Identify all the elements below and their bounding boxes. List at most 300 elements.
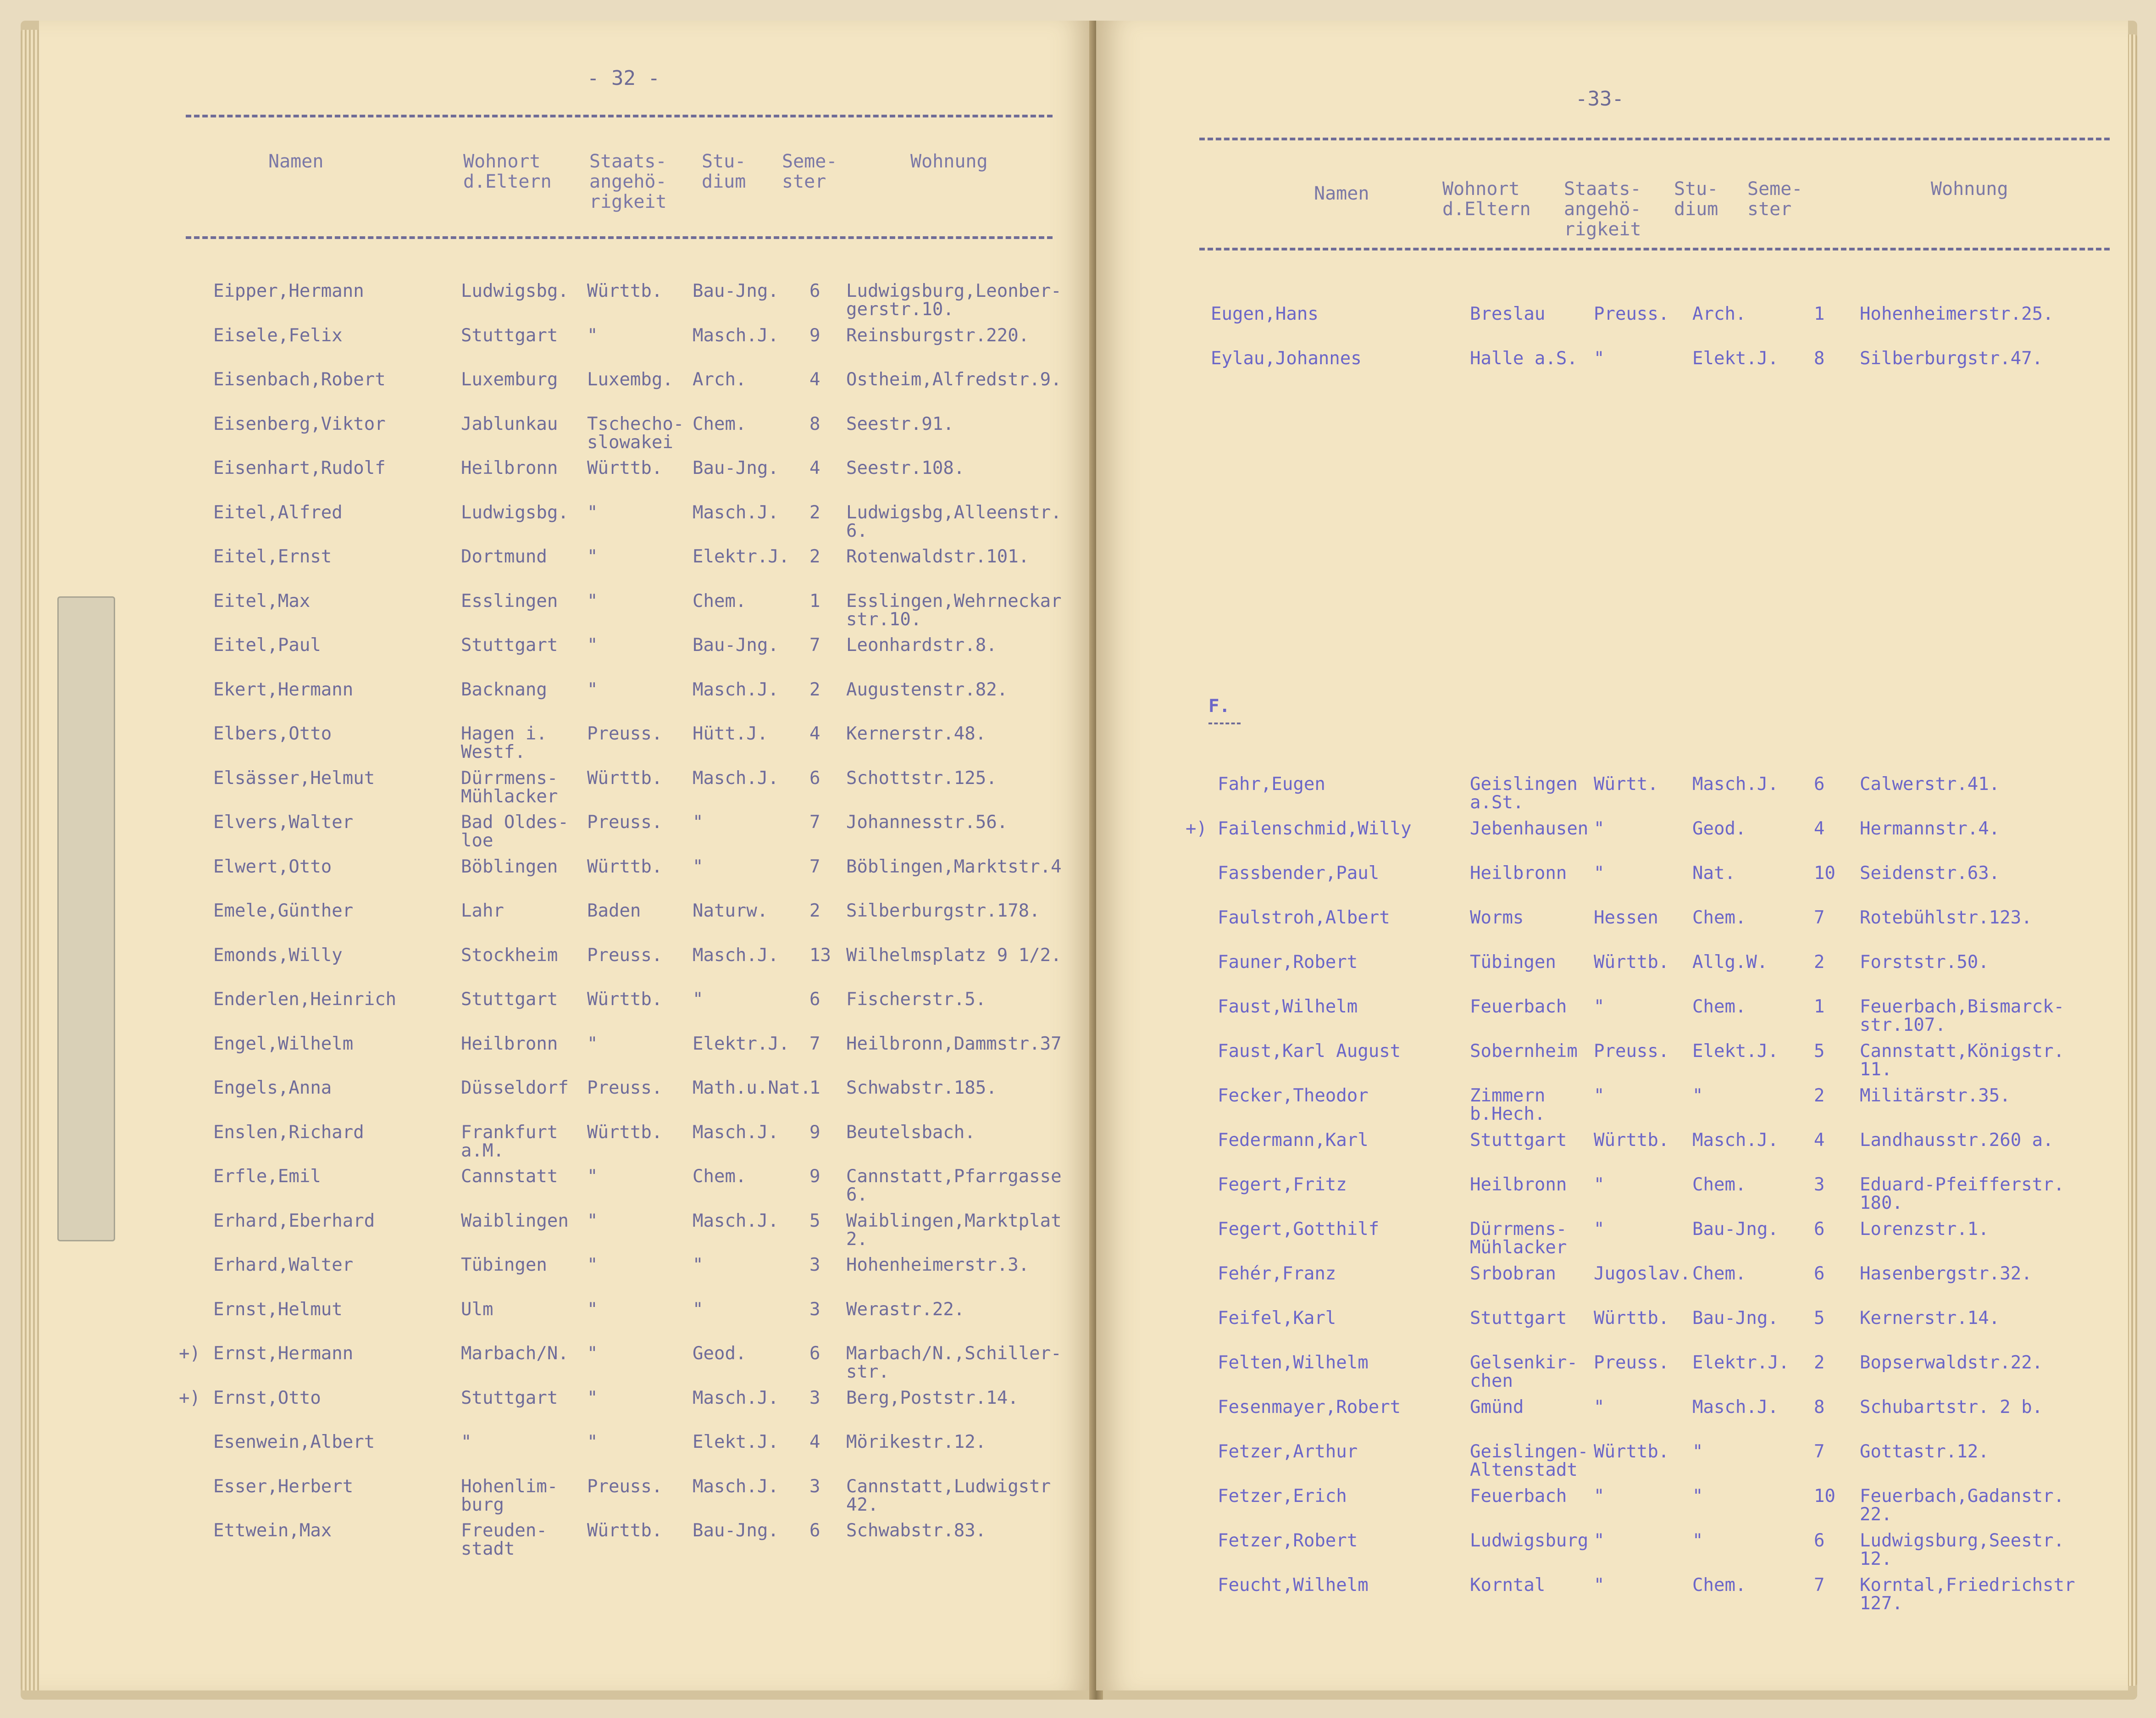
nationality: Tschecho- slowakei	[587, 413, 684, 453]
field-of-study: Nat.	[1692, 863, 1735, 884]
residence-address: Rotebühlstr.123.	[1860, 907, 2032, 928]
parents-home: Stuttgart	[461, 325, 558, 346]
page-number-left: - 32 -	[587, 67, 660, 90]
nationality: Hessen	[1594, 907, 1658, 928]
parents-home: Heilbronn	[1470, 863, 1567, 884]
nationality: Jugoslav.	[1594, 1263, 1691, 1284]
nationality: "	[587, 502, 598, 523]
residence-address: Ostheim,Alfredstr.9.	[846, 369, 1062, 390]
nationality: Württb.	[587, 767, 663, 789]
residence-address: Berg,Poststr.14.	[846, 1387, 1019, 1408]
field-of-study: Naturw.	[693, 901, 768, 921]
parents-home: Marbach/N.	[461, 1343, 569, 1364]
nationality: "	[587, 590, 598, 612]
residence-address: Militärstr.35.	[1860, 1085, 2011, 1106]
field-of-study: Masch.J.	[1692, 1130, 1779, 1151]
residence-address: Silberburgstr.178.	[846, 901, 1040, 921]
student-name: Ernst,Helmut	[213, 1299, 343, 1320]
field-of-study: Elekt.J.	[693, 1432, 779, 1452]
student-name: Eisele,Felix	[213, 325, 343, 346]
student-name: Engels,Anna	[213, 1078, 332, 1098]
residence-address: Leonhardstr.8.	[846, 635, 997, 656]
parents-home: Feuerbach	[1470, 996, 1567, 1017]
student-name: Esser,Herbert	[213, 1476, 354, 1497]
parents-home: Korntal	[1470, 1575, 1546, 1596]
residence-address: Ludwigsburg,Seestr. 12.	[1860, 1530, 2065, 1569]
semester-count: 6	[1814, 1263, 1825, 1284]
semester-count: 3	[809, 1387, 820, 1408]
residence-address: Augustenstr.82.	[846, 679, 1008, 700]
residence-address: Seestr.91.	[846, 413, 954, 434]
parents-home: Dortmund	[461, 546, 547, 567]
field-of-study: Masch.J.	[1692, 1397, 1779, 1418]
col-header-name: Namen	[268, 151, 324, 172]
nationality: Baden	[587, 901, 641, 921]
semester-count: 2	[1814, 1085, 1825, 1106]
nationality: "	[1594, 348, 1605, 369]
semester-count: 1	[1814, 996, 1825, 1017]
student-name: Elvers,Walter	[213, 812, 354, 833]
nationality: Württb.	[587, 856, 663, 877]
semester-count: 4	[809, 723, 820, 744]
student-name: Ekert,Hermann	[213, 679, 354, 700]
parents-home: Jablunkau	[461, 413, 558, 434]
semester-count: 6	[1814, 774, 1825, 795]
semester-count: 4	[809, 458, 820, 478]
parents-home: Worms	[1470, 907, 1524, 928]
semester-count: 7	[1814, 1575, 1825, 1596]
parents-home: Böblingen	[461, 856, 558, 877]
header-rule-bottom-right	[1199, 248, 2110, 250]
parents-home: Stuttgart	[461, 635, 558, 656]
student-name: Eitel,Max	[213, 590, 310, 612]
field-of-study: Arch.	[693, 369, 747, 390]
field-of-study: Elektr.J.	[1692, 1352, 1790, 1373]
field-of-study: Masch.J.	[1692, 774, 1779, 795]
col-header-study-right: Stu- dium	[1674, 178, 1718, 220]
residence-address: Waiblingen,Marktplat 2.	[846, 1210, 1062, 1250]
student-name: Enderlen,Heinrich	[213, 989, 397, 1010]
open-register-book	[21, 21, 2137, 1700]
parents-home: Bad Oldes- loe	[461, 812, 569, 851]
residence-address: Kernerstr.14.	[1860, 1308, 2000, 1329]
student-name: Ettwein,Max	[213, 1520, 332, 1541]
parents-home: Stuttgart	[461, 1387, 558, 1408]
parents-home: Waiblingen	[461, 1210, 569, 1231]
nationality: "	[1594, 1397, 1605, 1418]
semester-count: 2	[1814, 1352, 1825, 1373]
col-header-nationality-right: Staats- angehö- rigkeit	[1564, 178, 1641, 240]
semester-count: 5	[809, 1210, 820, 1231]
semester-count: 8	[1814, 348, 1825, 369]
field-of-study: Bau-Jng.	[693, 458, 779, 478]
field-of-study: "	[693, 812, 704, 833]
student-name: Erhard,Eberhard	[213, 1210, 375, 1231]
student-name: Failenschmid,Willy	[1218, 818, 1412, 839]
semester-count: 9	[809, 1122, 820, 1143]
nationality: Württb.	[1594, 1308, 1669, 1329]
nationality: "	[587, 1033, 598, 1054]
field-of-study: Masch.J.	[693, 1387, 779, 1408]
col-header-name-right: Namen	[1314, 183, 1369, 204]
parents-home: Tübingen	[461, 1255, 547, 1275]
student-name: Feifel,Karl	[1218, 1308, 1336, 1329]
nationality: "	[587, 1432, 598, 1452]
right-page	[1096, 21, 2128, 1690]
student-name: Eugen,Hans	[1211, 304, 1319, 324]
semester-count: 6	[809, 281, 820, 301]
semester-count: 3	[1814, 1174, 1825, 1195]
student-name: Fauner,Robert	[1218, 952, 1358, 973]
semester-count: 6	[809, 1343, 820, 1364]
semester-count: 3	[809, 1476, 820, 1497]
residence-address: Gottastr.12.	[1860, 1441, 1989, 1462]
residence-address: Mörikestr.12.	[846, 1432, 987, 1452]
residence-address: Ludwigsbg,Alleenstr. 6.	[846, 502, 1062, 541]
field-of-study: Chem.	[1692, 996, 1746, 1017]
semester-count: 6	[1814, 1530, 1825, 1551]
parents-home: Srbobran	[1470, 1263, 1556, 1284]
nationality: "	[587, 325, 598, 346]
parents-home: Sobernheim	[1470, 1041, 1578, 1062]
header-rule-top-right	[1199, 138, 2110, 140]
semester-count: 4	[1814, 818, 1825, 839]
semester-count: 2	[809, 901, 820, 921]
field-of-study: Masch.J.	[693, 945, 779, 966]
nationality: Württb.	[1594, 1441, 1669, 1462]
field-of-study: Masch.J.	[693, 325, 779, 346]
semester-count: 9	[809, 1166, 820, 1187]
parents-home: Ludwigsbg.	[461, 281, 569, 301]
nationality: Württb.	[587, 1520, 663, 1541]
parents-home: Zimmern b.Hech.	[1470, 1085, 1546, 1124]
nationality: Württ.	[1594, 774, 1658, 795]
nationality: Preuss.	[587, 945, 663, 966]
residence-address: Seidenstr.63.	[1860, 863, 2000, 884]
residence-address: Hohenheimerstr.3.	[846, 1255, 1030, 1275]
field-of-study: "	[693, 856, 704, 877]
parents-home: Hohenlim- burg	[461, 1476, 558, 1515]
parents-home: Gelsenkir- chen	[1470, 1352, 1578, 1391]
parents-home: Ludwigsbg.	[461, 502, 569, 523]
nationality: "	[1594, 1219, 1605, 1240]
parents-home: Jebenhausen	[1470, 818, 1589, 839]
nationality: Württb.	[587, 458, 663, 478]
student-name: Engel,Wilhelm	[213, 1033, 354, 1054]
semester-count: 8	[1814, 1397, 1825, 1418]
nationality: Preuss.	[587, 812, 663, 833]
parents-home: Halle a.S.	[1470, 348, 1578, 369]
nationality: Preuss.	[587, 1476, 663, 1497]
residence-address: Cannstatt,Ludwigstr 42.	[846, 1476, 1051, 1515]
parents-home: Heilbronn	[461, 458, 558, 478]
semester-count: 4	[809, 369, 820, 390]
student-name: Fassbender,Paul	[1218, 863, 1380, 884]
semester-count: 1	[1814, 304, 1825, 324]
semester-count: 2	[809, 502, 820, 523]
nationality: "	[1594, 1530, 1605, 1551]
semester-count: 4	[1814, 1130, 1825, 1151]
student-name: Eitel,Ernst	[213, 546, 332, 567]
field-of-study: Bau-Jng.	[693, 635, 779, 656]
field-of-study: Bau-Jng.	[693, 281, 779, 301]
semester-count: 8	[809, 413, 820, 434]
student-name: Elwert,Otto	[213, 856, 332, 877]
parents-home: Stuttgart	[461, 989, 558, 1010]
residence-address: Beutelsbach.	[846, 1122, 975, 1143]
parents-home: Stuttgart	[1470, 1308, 1567, 1329]
student-name: Esenwein,Albert	[213, 1432, 375, 1452]
student-name: Enslen,Richard	[213, 1122, 364, 1143]
field-of-study: Chem.	[1692, 1174, 1746, 1195]
student-name: Faulstroh,Albert	[1218, 907, 1390, 928]
semester-count: 2	[809, 546, 820, 567]
student-name: Elsässer,Helmut	[213, 767, 375, 789]
col-header-home: Wohnort d.Eltern	[463, 151, 552, 192]
index-tab	[57, 596, 115, 1241]
residence-address: Schwabstr.185.	[846, 1078, 997, 1098]
header-rule-bottom	[186, 236, 1053, 239]
field-of-study: Chem.	[1692, 907, 1746, 928]
header-rule-top	[186, 115, 1053, 117]
field-of-study: Elekt.J.	[1692, 348, 1779, 369]
parents-home: Gmünd	[1470, 1397, 1524, 1418]
section-underline	[1208, 723, 1241, 724]
semester-count: 1	[809, 1078, 820, 1098]
nationality: "	[587, 1343, 598, 1364]
parents-home: Luxemburg	[461, 369, 558, 390]
nationality: Preuss.	[1594, 304, 1669, 324]
nationality: "	[1594, 1575, 1605, 1596]
residence-address: Reinsburgstr.220.	[846, 325, 1030, 346]
student-name: Erhard,Walter	[213, 1255, 354, 1275]
residence-address: Schwabstr.83.	[846, 1520, 987, 1541]
residence-address: Esslingen,Wehrneckar str.10.	[846, 590, 1062, 630]
parents-home: Feuerbach	[1470, 1486, 1567, 1507]
parents-home: Ulm	[461, 1299, 493, 1320]
nationality: "	[587, 679, 598, 700]
student-name: Faust,Wilhelm	[1218, 996, 1358, 1017]
semester-count: 7	[809, 812, 820, 833]
residence-address: Lorenzstr.1.	[1860, 1219, 1989, 1240]
residence-address: Wilhelmsplatz 9 1/2.	[846, 945, 1062, 966]
residence-address: Hermannstr.4.	[1860, 818, 2000, 839]
semester-count: 9	[809, 325, 820, 346]
student-name: Fesenmayer,Robert	[1218, 1397, 1401, 1418]
student-name: Fetzer,Erich	[1218, 1486, 1347, 1507]
parents-home: Freuden- stadt	[461, 1520, 547, 1559]
parents-home: Düsseldorf	[461, 1078, 569, 1098]
parents-home: Stuttgart	[1470, 1130, 1567, 1151]
semester-count: 6	[809, 1520, 820, 1541]
nationality: "	[587, 1255, 598, 1275]
field-of-study: "	[693, 989, 704, 1010]
nationality: Preuss.	[587, 1078, 663, 1098]
field-of-study: Masch.J.	[693, 679, 779, 700]
semester-count: 4	[809, 1432, 820, 1452]
residence-address: Korntal,Friedrichstr 127.	[1860, 1575, 2075, 1614]
parents-home: Stockheim	[461, 945, 558, 966]
parents-home: Geislingen- Altenstadt	[1470, 1441, 1589, 1480]
student-name: Elbers,Otto	[213, 723, 332, 744]
semester-count: 10	[1814, 863, 1835, 884]
parents-home: Hagen i. Westf.	[461, 723, 547, 762]
semester-count: 7	[1814, 907, 1825, 928]
student-name: Eisenhart,Rudolf	[213, 458, 386, 478]
parents-home: Lahr	[461, 901, 504, 921]
nationality: "	[1594, 818, 1605, 839]
residence-address: Hohenheimerstr.25.	[1860, 304, 2054, 324]
semester-count: 2	[809, 679, 820, 700]
parents-home: Backnang	[461, 679, 547, 700]
semester-count: 7	[1814, 1441, 1825, 1462]
student-name: Eitel,Alfred	[213, 502, 343, 523]
nationality: "	[587, 1210, 598, 1231]
col-header-residence: Wohnung	[910, 151, 988, 172]
field-of-study: "	[1692, 1530, 1703, 1551]
field-of-study: Hütt.J.	[693, 723, 768, 744]
semester-count: 2	[1814, 952, 1825, 973]
residence-address: Heilbronn,Dammstr.37	[846, 1033, 1062, 1054]
field-of-study: Geod.	[1692, 818, 1746, 839]
residence-address: Schubartstr. 2 b.	[1860, 1397, 2043, 1418]
semester-count: 5	[1814, 1308, 1825, 1329]
parents-home: Breslau	[1470, 304, 1546, 324]
residence-address: Hasenbergstr.32.	[1860, 1263, 2032, 1284]
residence-address: Forststr.50.	[1860, 952, 1989, 973]
semester-count: 6	[809, 767, 820, 789]
field-of-study: Masch.J.	[693, 767, 779, 789]
student-name: Ernst,Hermann	[213, 1343, 354, 1364]
student-name: Fegert,Fritz	[1218, 1174, 1347, 1195]
entry-mark: +)	[179, 1343, 200, 1364]
field-of-study: Chem.	[693, 590, 747, 612]
student-name: Fetzer,Robert	[1218, 1530, 1358, 1551]
nationality: "	[1594, 1486, 1605, 1507]
nationality: "	[1594, 996, 1605, 1017]
field-of-study: Masch.J.	[693, 1210, 779, 1231]
nationality: Württb.	[587, 281, 663, 301]
page-number-right: -33-	[1575, 87, 1624, 111]
parents-home: Geislingen a.St.	[1470, 774, 1578, 813]
field-of-study: Chem.	[1692, 1575, 1746, 1596]
student-name: Fegert,Gotthilf	[1218, 1219, 1380, 1240]
semester-count: 1	[809, 590, 820, 612]
field-of-study: Masch.J.	[693, 502, 779, 523]
residence-address: Eduard-Pfeifferstr. 180.	[1860, 1174, 2065, 1213]
entry-mark: +)	[1186, 818, 1207, 839]
col-header-semester: Seme- ster	[782, 151, 837, 192]
field-of-study: Elektr.J.	[693, 1033, 790, 1054]
left-page	[39, 21, 1094, 1690]
nationality: Württb.	[587, 989, 663, 1010]
parents-home: Heilbronn	[461, 1033, 558, 1054]
student-name: Feucht,Wilhelm	[1218, 1575, 1369, 1596]
parents-home: Tübingen	[1470, 952, 1556, 973]
student-name: Federmann,Karl	[1218, 1130, 1369, 1151]
residence-address: Johannesstr.56.	[846, 812, 1008, 833]
field-of-study: "	[1692, 1486, 1703, 1507]
col-header-semester-right: Seme- ster	[1747, 178, 1803, 220]
parents-home: "	[461, 1432, 472, 1452]
residence-address: Calwerstr.41.	[1860, 774, 2000, 795]
parents-home: Ludwigsburg	[1470, 1530, 1589, 1551]
student-name: Eipper,Hermann	[213, 281, 364, 301]
nationality: "	[587, 1166, 598, 1187]
nationality: Preuss.	[1594, 1352, 1669, 1373]
col-header-residence-right: Wohnung	[1931, 178, 2008, 200]
student-name: Emele,Günther	[213, 901, 354, 921]
nationality: "	[587, 1387, 598, 1408]
residence-address: Schottstr.125.	[846, 767, 997, 789]
semester-count: 6	[1814, 1219, 1825, 1240]
nationality: Württb.	[1594, 952, 1669, 973]
semester-count: 6	[809, 989, 820, 1010]
section-letter-f: F.	[1208, 696, 1230, 717]
field-of-study: Bau-Jng.	[1692, 1308, 1779, 1329]
semester-count: 10	[1814, 1486, 1835, 1507]
residence-address: Rotenwaldstr.101.	[846, 546, 1030, 567]
residence-address: Feuerbach,Gadanstr. 22.	[1860, 1486, 2065, 1525]
student-name: Eylau,Johannes	[1211, 348, 1362, 369]
entry-mark: +)	[179, 1387, 200, 1408]
student-name: Felten,Wilhelm	[1218, 1352, 1369, 1373]
field-of-study: "	[693, 1255, 704, 1275]
nationality: Württb.	[1594, 1130, 1669, 1151]
semester-count: 7	[809, 635, 820, 656]
nationality: Luxembg.	[587, 369, 673, 390]
parents-home: Frankfurt a.M.	[461, 1122, 558, 1161]
field-of-study: Arch.	[1692, 304, 1746, 324]
nationality: Preuss.	[1594, 1041, 1669, 1062]
residence-address: Fischerstr.5.	[846, 989, 987, 1010]
field-of-study: Chem.	[693, 413, 747, 434]
semester-count: 13	[809, 945, 831, 966]
student-name: Ernst,Otto	[213, 1387, 321, 1408]
field-of-study: Elekt.J.	[1692, 1041, 1779, 1062]
residence-address: Bopserwaldstr.22.	[1860, 1352, 2043, 1373]
student-name: Erfle,Emil	[213, 1166, 321, 1187]
residence-address: Böblingen,Marktstr.4	[846, 856, 1062, 877]
field-of-study: Chem.	[1692, 1263, 1746, 1284]
student-name: Fetzer,Arthur	[1218, 1441, 1358, 1462]
nationality: "	[587, 635, 598, 656]
field-of-study: "	[693, 1299, 704, 1320]
field-of-study: Bau-Jng.	[1692, 1219, 1779, 1240]
field-of-study: Math.u.Nat.	[693, 1078, 811, 1098]
student-name: Eisenbach,Robert	[213, 369, 386, 390]
residence-address: Werastr.22.	[846, 1299, 965, 1320]
residence-address: Silberburgstr.47.	[1860, 348, 2043, 369]
field-of-study: Bau-Jng.	[693, 1520, 779, 1541]
residence-address: Cannstatt,Pfarrgasse 6.	[846, 1166, 1062, 1205]
residence-address: Seestr.108.	[846, 458, 965, 478]
student-name: Faust,Karl August	[1218, 1041, 1401, 1062]
semester-count: 3	[809, 1299, 820, 1320]
nationality: "	[1594, 1085, 1605, 1106]
parents-home: Cannstatt	[461, 1166, 558, 1187]
residence-address: Marbach/N.,Schiller- str.	[846, 1343, 1062, 1382]
semester-count: 5	[1814, 1041, 1825, 1062]
residence-address: Cannstatt,Königstr. 11.	[1860, 1041, 2065, 1080]
nationality: "	[1594, 863, 1605, 884]
field-of-study: Masch.J.	[693, 1476, 779, 1497]
semester-count: 7	[809, 1033, 820, 1054]
col-header-home-right: Wohnort d.Eltern	[1442, 178, 1531, 220]
residence-address: Ludwigsburg,Leonber- gerstr.10.	[846, 281, 1062, 320]
student-name: Fecker,Theodor	[1218, 1085, 1369, 1106]
residence-address: Landhausstr.260 a.	[1860, 1130, 2054, 1151]
